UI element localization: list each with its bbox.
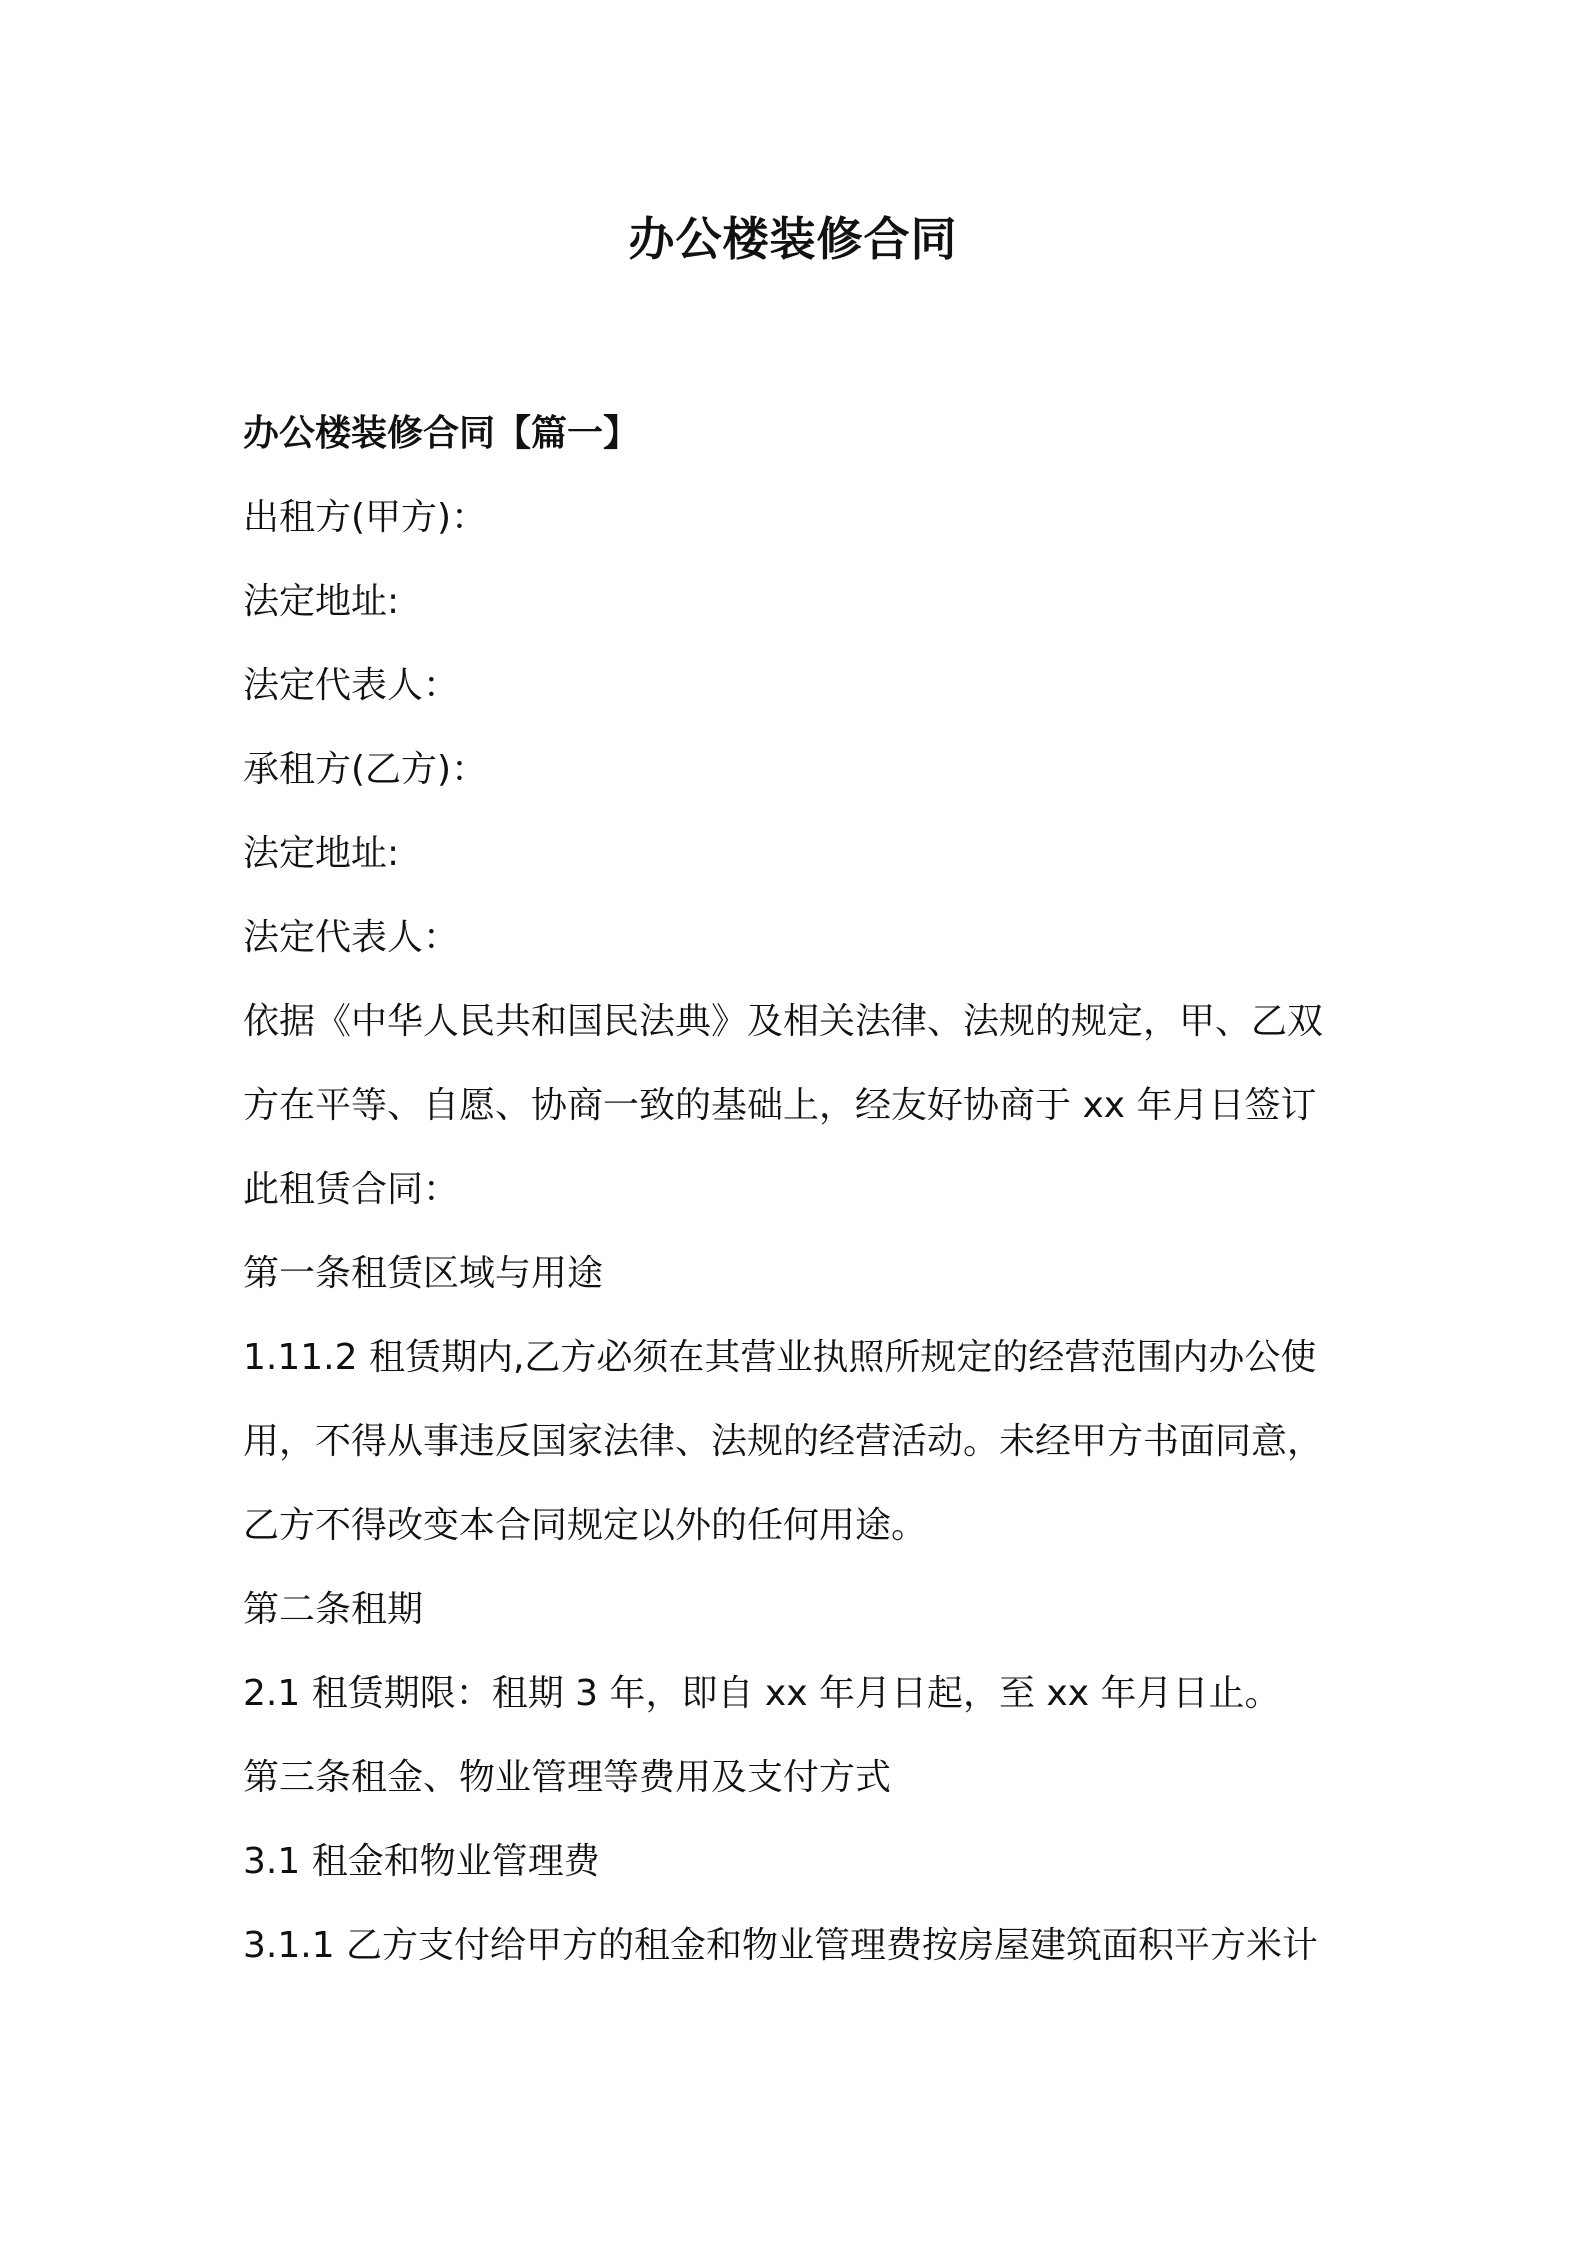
lessee-label: 承租方(乙方)： [243,749,488,790]
article-2-heading: 第二条租期 [243,1589,424,1630]
article-3-heading: 第三条租金、物业管理等费用及支付方式 [243,1757,892,1798]
lessor-label: 出租方(甲方)： [243,497,488,538]
lessee-address-label: 法定地址: [243,833,400,874]
preamble-line-1: 依据《中华人民共和国民法典》及相关法律、法规的规定，甲、乙双 [243,1001,1324,1042]
article-1-heading: 第一条租赁区域与用途 [243,1253,604,1294]
article-1-clause-line-2: 用，不得从事违反国家法律、法规的经营活动。未经甲方书面同意， [243,1421,1324,1462]
article-1-clause-line-1: 1.11.2 租赁期内,乙方必须在其营业执照所规定的经营范围内办公使 [243,1337,1317,1378]
article-3-subheading: 3.1 租金和物业管理费 [243,1841,600,1882]
document-body [243,392,1363,1988]
preamble-line-3: 此租赁合同： [243,1169,460,1210]
lessor-address-label: 法定地址: [243,581,400,622]
article-2-clause: 2.1 租赁期限：租期 3 年，即自 xx 年月日起，至 xx 年月日止。 [243,1673,1281,1714]
lessee-representative-label: 法定代表人： [243,917,460,958]
article-3-clause: 3.1.1 乙方支付给甲方的租金和物业管理费按房屋建筑面积平方米计 [243,1925,1319,1966]
document-title: 办公楼装修合同 [628,212,958,266]
article-1-clause-line-3: 乙方不得改变本合同规定以外的任何用途。 [243,1505,928,1546]
section-heading: 办公楼装修合同【篇一】 [243,413,640,454]
preamble-line-2: 方在平等、自愿、协商一致的基础上，经友好协商于 xx 年月日签订 [243,1085,1317,1126]
lessor-representative-label: 法定代表人： [243,665,460,706]
